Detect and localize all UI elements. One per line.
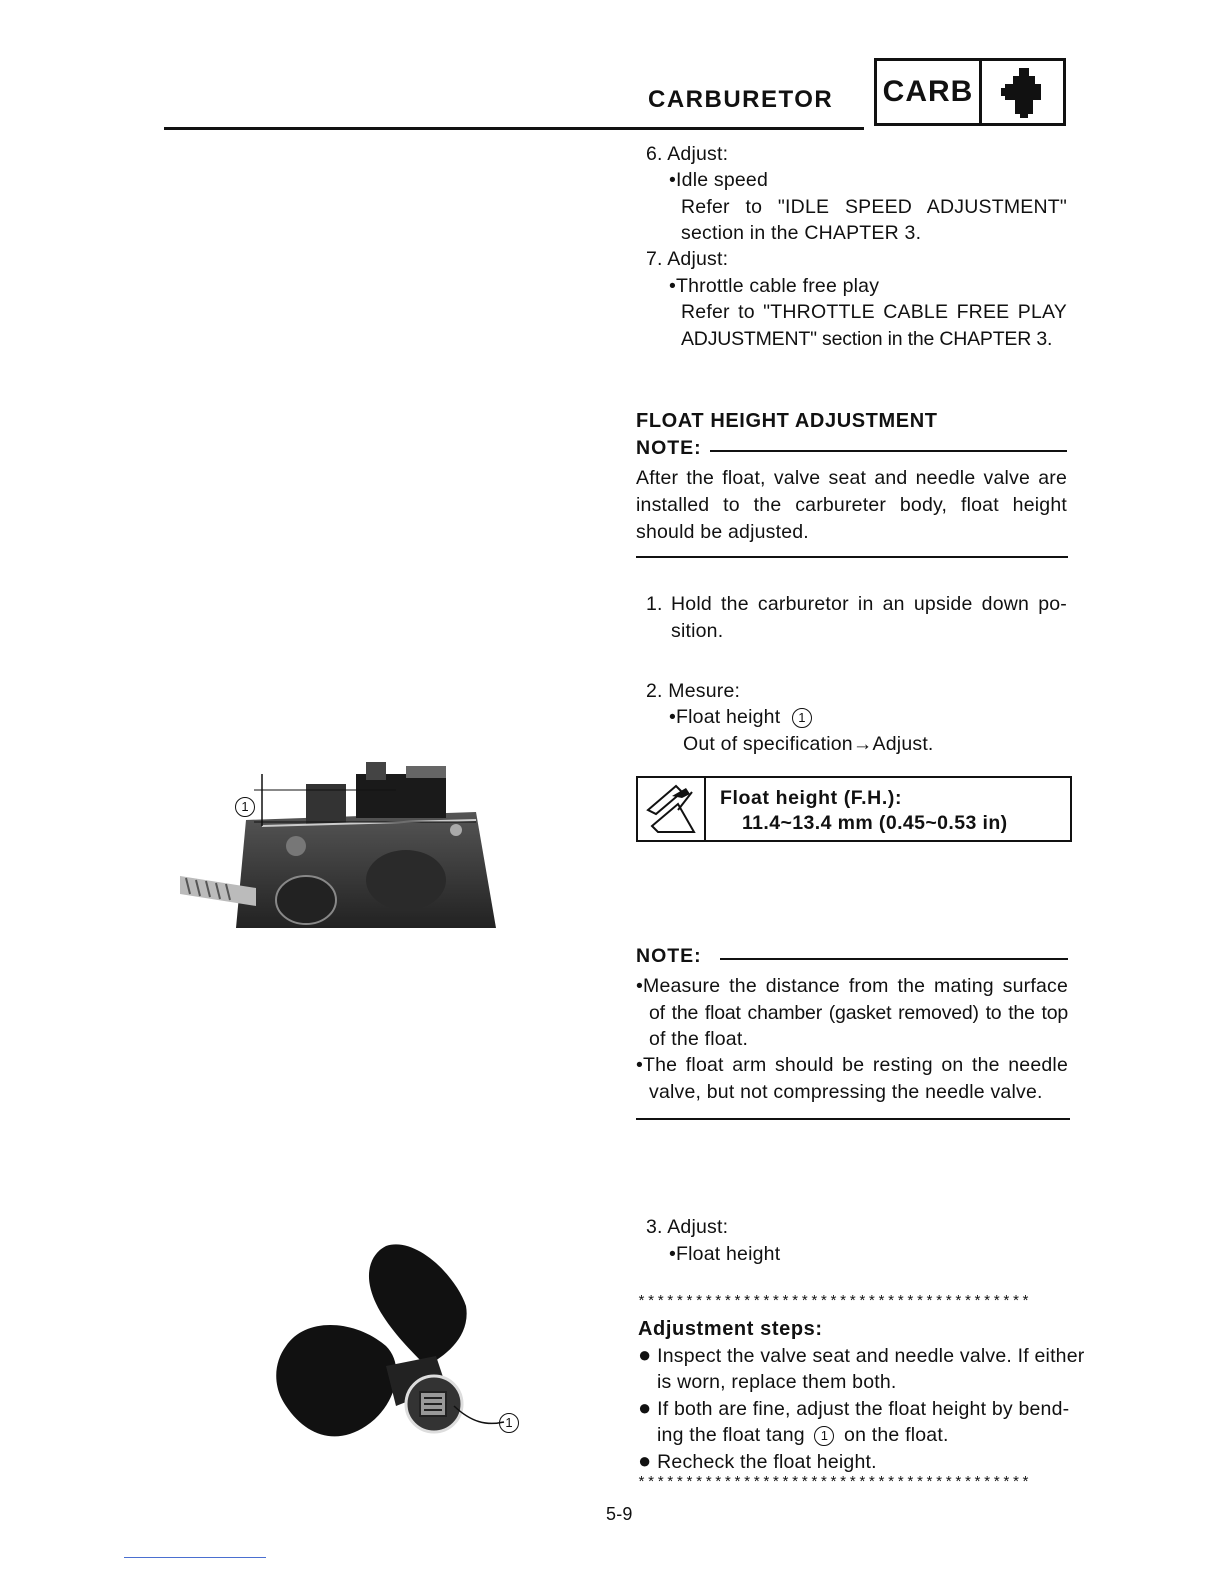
carburetor-photo [176, 760, 498, 928]
adjustment-bullet2-line1: If both are fine, adjust the float height by bend- [657, 1398, 1070, 1420]
step-6-reference-line1: Refer to "IDLE SPEED ADJUSTMENT" [681, 196, 1067, 218]
step-7 [646, 246, 728, 273]
page-number: 5-9 [606, 1504, 633, 1524]
step-1-line2: sition. [671, 620, 724, 642]
note-label: NOTE: [636, 437, 702, 459]
adjustment-bullet1-line2: is worn, replace them both. [657, 1371, 897, 1393]
stars-divider-top: ***************************************** [637, 1294, 1031, 1311]
adjustment-title: Adjustment steps: [638, 1318, 823, 1340]
note-line1: After the float, valve seat and needle valve are [636, 467, 1067, 489]
note-line2: installed to the carbureter body, float height [636, 494, 1067, 516]
note2-rule-top [720, 958, 1068, 960]
step-2-result: Out of specification→Adjust. [683, 733, 934, 755]
step-1-number: 1. [646, 593, 663, 615]
note2-bullet2-line1: •The float arm should be resting on the needle [636, 1054, 1068, 1076]
adjustment-bullet1-line1: Inspect the valve seat and needle valve. If either [657, 1345, 1085, 1367]
caliper-icon [638, 778, 706, 840]
callout-marker: 1 [814, 1426, 834, 1446]
step-1-line1: Hold the carburetor in an upside down po- [671, 593, 1067, 615]
adjustment-bullet2-pre: ing the float tang [657, 1424, 805, 1446]
note2-bullet1-line2: of the float chamber (gasket removed) to the top [649, 1002, 1068, 1024]
header-rule [164, 127, 864, 130]
step-3-number: 3. [646, 1216, 663, 1238]
section-heading: FLOAT HEIGHT ADJUSTMENT [636, 410, 938, 432]
spec-value: 11.4~13.4 mm (0.45~0.53 in) [742, 812, 1008, 834]
footer-rule [124, 1557, 266, 1558]
bullet-icon: ● [638, 1342, 652, 1367]
float-assembly-photo [266, 1236, 522, 1456]
note2-label: NOTE: [636, 945, 702, 967]
step-2-item-label: •Float height [669, 706, 781, 728]
step-3-verb: Adjust: [667, 1216, 729, 1238]
note-line3: should be adjusted. [636, 521, 809, 543]
step-7-number: 7. [646, 248, 663, 270]
step-6-item: •Idle speed [669, 169, 769, 191]
stars-divider-bottom: ***************************************** [637, 1475, 1031, 1492]
section-code: CARB [877, 61, 982, 123]
figure2-marker: 1 [499, 1413, 519, 1433]
step-3 [646, 1214, 728, 1241]
step-2-number: 2. [646, 680, 663, 702]
step-6-reference-line2: section in the CHAPTER 3. [681, 222, 922, 244]
adjustment-bullet3-line1: Recheck the float height. [657, 1451, 877, 1473]
spec-box [636, 776, 1072, 842]
step-7-verb: Adjust: [667, 248, 729, 270]
note-rule-bottom [636, 556, 1068, 558]
adjustment-bullet3 [638, 1448, 877, 1476]
note-rule-top [710, 450, 1067, 452]
bullet-icon: ● [638, 1448, 652, 1473]
step-2-verb: Mesure: [668, 680, 741, 702]
step-3-item: •Float height [669, 1243, 781, 1265]
callout-marker: 1 [792, 708, 812, 728]
step-7-reference-line1: Refer to "THROTTLE CABLE FREE PLAY [681, 301, 1067, 323]
figure1-marker: 1 [235, 797, 255, 817]
note2-bullet2-line2: valve, but not compressing the needle valve. [649, 1081, 1043, 1103]
bullet-icon: ● [638, 1395, 652, 1420]
step-2 [646, 678, 740, 705]
page-title: CARBURETOR [648, 86, 834, 113]
step-6-number: 6. [646, 143, 663, 165]
note2-bullet1-line3: of the float. [649, 1028, 749, 1050]
step-2-item [669, 704, 812, 731]
spec-label: Float height (F.H.): [720, 787, 903, 809]
step-7-reference-line2: ADJUSTMENT" section in the CHAPTER 3. [681, 328, 1053, 350]
step-6 [646, 141, 728, 168]
adjustment-bullet1 [638, 1342, 1084, 1370]
adjustment-bullet2 [638, 1395, 1069, 1423]
carburetor-icon [982, 61, 1063, 123]
section-badge [874, 58, 1066, 126]
adjustment-bullet2-post: on the float. [844, 1424, 949, 1446]
step-7-item: •Throttle cable free play [669, 275, 880, 297]
note2-rule-bottom [636, 1118, 1070, 1120]
note2-bullet1-line1: •Measure the distance from the mating surface [636, 975, 1068, 997]
adjustment-bullet2-line2 [657, 1422, 949, 1449]
step-6-verb: Adjust: [667, 143, 729, 165]
